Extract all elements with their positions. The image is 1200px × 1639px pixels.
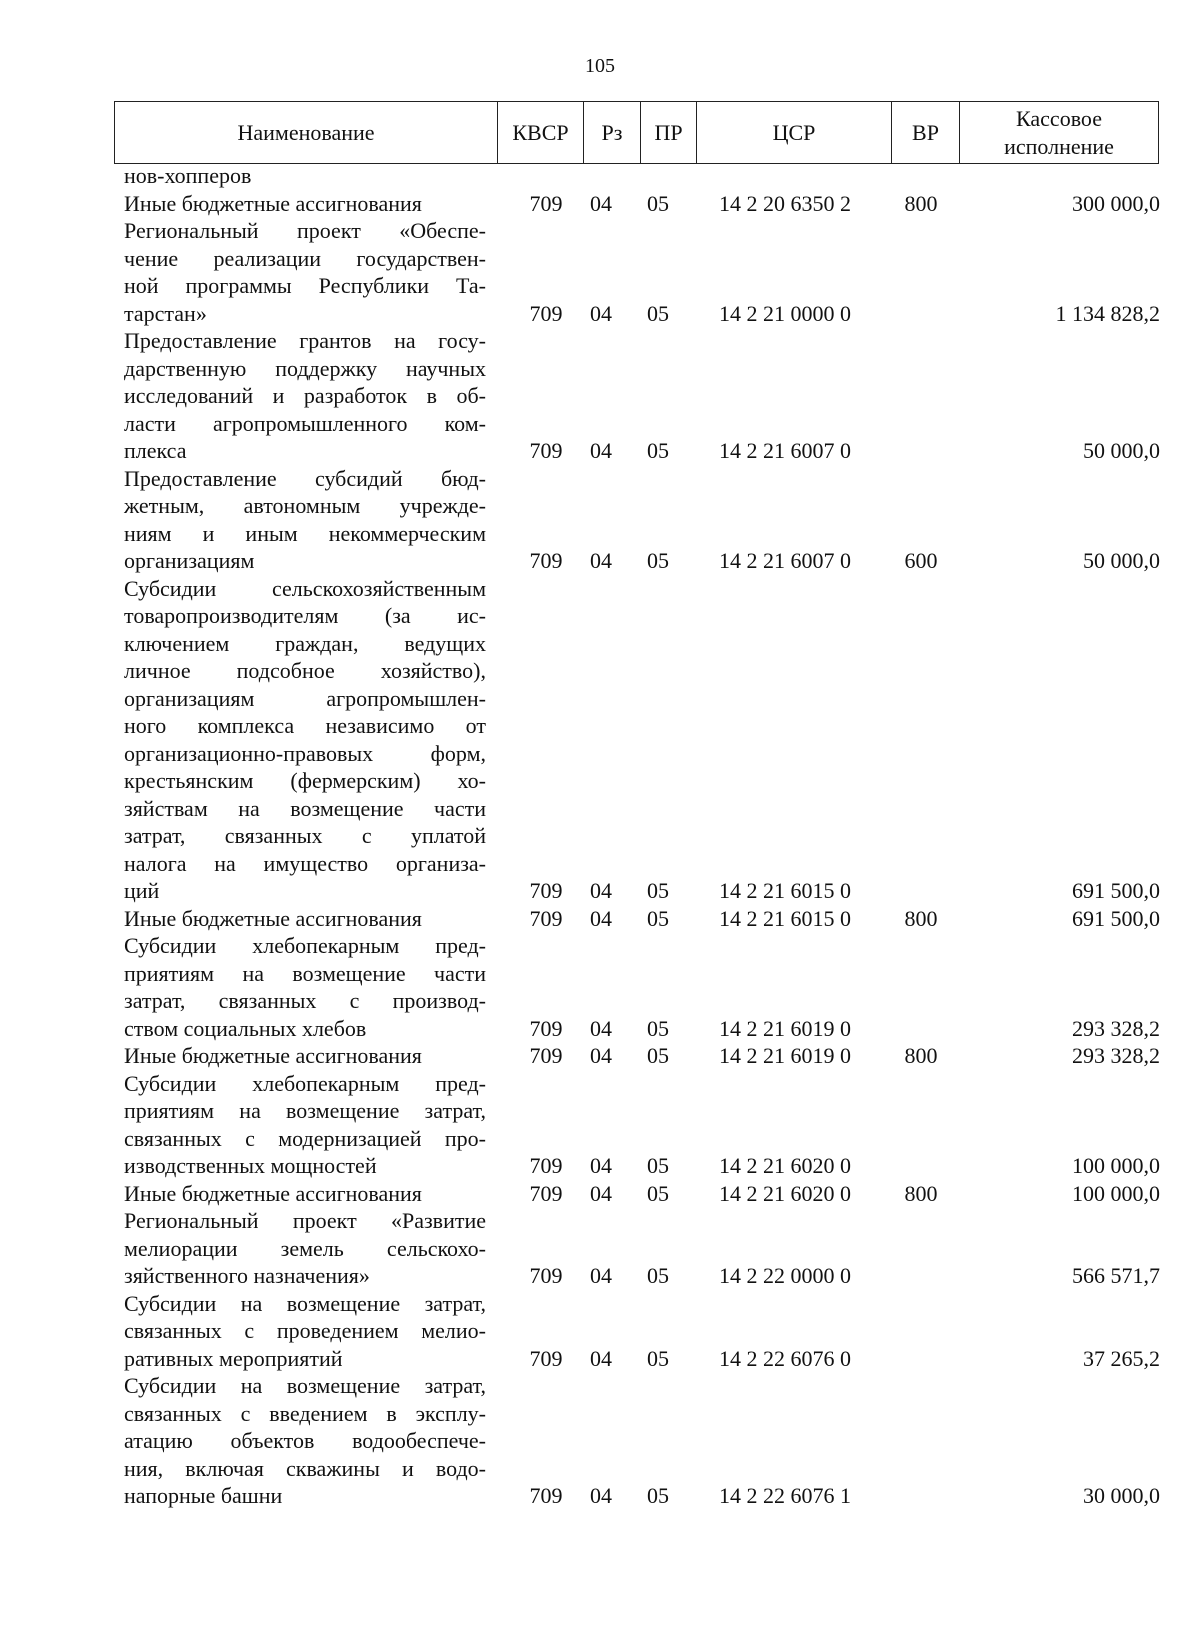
row-rz: 04: [590, 1015, 612, 1041]
row-codes: [124, 1015, 1160, 1043]
header-kvsr: КВСР: [498, 102, 584, 164]
row-rz: 04: [590, 1345, 612, 1371]
row-amount: 100 000,0: [1072, 1180, 1160, 1206]
row-rz: 04: [590, 905, 612, 931]
row-name-line: чение реализации государствен-: [124, 245, 486, 271]
row-csr: 14 2 22 6076 1: [719, 1483, 851, 1508]
row-amount: 566 571,7: [1072, 1263, 1160, 1288]
row-csr: 14 2 21 6019 0: [719, 1015, 851, 1041]
row-amount: 50 000,0: [1083, 438, 1160, 463]
row-pr: 05: [647, 1015, 669, 1041]
table-row: [124, 327, 1160, 465]
row-kvsr: 709: [529, 1263, 563, 1288]
row-name-line: ниям и иным некоммерческим: [124, 520, 486, 546]
row-rz: 04: [590, 300, 612, 326]
row-rz: 04: [590, 548, 612, 573]
row-csr: 14 2 22 6076 0: [719, 1345, 851, 1371]
row-name-line: связанных с проведением мелио-: [124, 1318, 486, 1343]
row-name-line: связанных с введением в эксплу-: [124, 1400, 486, 1426]
table-row: [124, 162, 1160, 190]
row-pr: 05: [647, 438, 669, 463]
row-csr: 14 2 21 6007 0: [719, 548, 851, 573]
table-row: [124, 217, 1160, 327]
row-codes: [124, 300, 1160, 328]
row-pr: 05: [647, 300, 669, 326]
row-name-line: налога на имущество организа-: [124, 850, 486, 876]
row-csr: 14 2 21 6007 0: [719, 438, 851, 463]
header-rz: Рз: [584, 102, 641, 164]
row-kvsr: 709: [529, 1345, 563, 1371]
row-pr: 05: [647, 1043, 669, 1068]
row-pr: 05: [647, 1483, 669, 1508]
row-csr: 14 2 21 6019 0: [719, 1043, 851, 1068]
row-pr: 05: [647, 1180, 669, 1206]
row-rz: 04: [590, 1180, 612, 1206]
table-row: [124, 1372, 1160, 1510]
row-name-line: ласти агропромышленного ком-: [124, 410, 486, 436]
row-name-line: плекса: [124, 438, 187, 463]
row-name-line: Иные бюджетные ассигнования: [124, 1180, 422, 1206]
table-row: [124, 1290, 1160, 1373]
row-codes: [124, 437, 1160, 465]
header-amount-line2: исполнение: [1004, 133, 1114, 159]
row-name-line: крестьянским (фермерским) хо-: [124, 768, 486, 793]
row-codes: [124, 190, 1160, 218]
row-name-line: Субсидии на возмещение затрат,: [124, 1373, 486, 1398]
row-codes: [124, 877, 1160, 905]
row-name-line: Региональный проект «Развитие: [124, 1208, 486, 1233]
header-pr: ПР: [641, 102, 697, 164]
row-name-line: зяйственного назначения»: [124, 1263, 370, 1288]
row-kvsr: 709: [529, 1153, 563, 1178]
row-rz: 04: [590, 1043, 612, 1068]
row-name-line: ративных мероприятий: [124, 1345, 343, 1371]
row-kvsr: 709: [529, 1483, 563, 1508]
row-csr: 14 2 20 6350 2: [719, 190, 851, 216]
row-csr: 14 2 22 0000 0: [719, 1263, 851, 1288]
row-kvsr: 709: [529, 905, 563, 931]
row-rz: 04: [590, 438, 612, 463]
row-vr: 800: [904, 1043, 938, 1068]
row-vr: 600: [904, 548, 938, 573]
table-row: [124, 1207, 1160, 1290]
row-amount: 37 265,2: [1083, 1345, 1160, 1371]
row-csr: 14 2 21 6015 0: [719, 878, 851, 903]
row-name-line: затрат, связанных с производ-: [124, 988, 486, 1013]
table-row: [124, 575, 1160, 905]
row-name-line: жетным, автономным учрежде-: [124, 493, 486, 518]
row-kvsr: 709: [529, 1015, 563, 1041]
row-name-line: ного комплекса независимо от: [124, 713, 486, 738]
row-pr: 05: [647, 1263, 669, 1288]
row-name-line: организациям: [124, 548, 255, 573]
row-name-line: мелиорации земель сельскохо-: [124, 1235, 486, 1261]
row-codes: [124, 547, 1160, 575]
page-number: 105: [585, 55, 615, 77]
row-csr: 14 2 21 6020 0: [719, 1180, 851, 1206]
row-name-line: ключением граждан, ведущих: [124, 630, 486, 656]
row-kvsr: 709: [529, 1180, 563, 1206]
row-codes: [124, 1482, 1160, 1510]
row-name-line: организациям агропромышлен-: [124, 685, 486, 711]
row-name-line: Предоставление субсидий бюд-: [124, 465, 486, 491]
table-header: [114, 101, 1159, 164]
table-row: [124, 932, 1160, 1042]
row-csr: 14 2 21 6020 0: [719, 1153, 851, 1178]
row-name-line: Субсидии хлебопекарным пред-: [124, 933, 486, 958]
row-csr: 14 2 21 0000 0: [719, 300, 851, 326]
row-kvsr: 709: [529, 1043, 563, 1068]
row-rz: 04: [590, 878, 612, 903]
row-name: [124, 575, 486, 905]
row-kvsr: 709: [529, 190, 563, 216]
row-name-line: приятиям на возмещение затрат,: [124, 1098, 486, 1123]
row-name-line: изводственных мощностей: [124, 1153, 377, 1178]
row-name-line: нов-хопперов: [124, 163, 252, 188]
row-name-line: приятиям на возмещение части: [124, 960, 486, 986]
row-codes: [124, 162, 1160, 190]
row-amount: 30 000,0: [1083, 1483, 1160, 1508]
row-name-line: Субсидии хлебопекарным пред-: [124, 1070, 486, 1096]
row-name-line: личное подсобное хозяйство),: [124, 658, 486, 683]
row-name-line: напорные башни: [124, 1483, 283, 1508]
row-pr: 05: [647, 1153, 669, 1178]
row-name-line: Иные бюджетные ассигнования: [124, 1043, 422, 1068]
header-amount: [960, 102, 1159, 164]
table-row: [124, 1070, 1160, 1180]
row-vr: 800: [904, 190, 938, 216]
row-name-line: дарственную поддержку научных: [124, 355, 486, 381]
row-amount: 100 000,0: [1072, 1153, 1160, 1178]
row-pr: 05: [647, 878, 669, 903]
budget-rows: [124, 162, 1160, 1510]
row-kvsr: 709: [529, 548, 563, 573]
row-codes: [124, 1345, 1160, 1373]
row-kvsr: 709: [529, 438, 563, 463]
row-name-line: связанных с модернизацией про-: [124, 1125, 486, 1151]
row-kvsr: 709: [529, 300, 563, 326]
row-rz: 04: [590, 190, 612, 216]
row-pr: 05: [647, 905, 669, 931]
row-name-line: товаропроизводителям (за ис-: [124, 603, 486, 628]
row-codes: [124, 905, 1160, 933]
row-name-line: тарстан»: [124, 300, 207, 326]
row-rz: 04: [590, 1263, 612, 1288]
row-name-line: ной программы Республики Та-: [124, 273, 486, 298]
row-amount: 300 000,0: [1072, 190, 1160, 216]
row-rz: 04: [590, 1153, 612, 1178]
table-row: [124, 905, 1160, 933]
row-codes: [124, 1180, 1160, 1208]
table-row: [124, 1180, 1160, 1208]
row-amount: 1 134 828,2: [1055, 300, 1160, 326]
row-pr: 05: [647, 548, 669, 573]
row-pr: 05: [647, 190, 669, 216]
row-name-line: ния, включая скважины и водо-: [124, 1455, 486, 1481]
row-name-line: зяйствам на возмещение части: [124, 795, 486, 821]
header-csr: ЦСР: [697, 102, 892, 164]
header-amount-line1: Кассовое: [1016, 105, 1102, 131]
row-name-line: ций: [124, 878, 160, 903]
row-name-line: исследований и разработок в об-: [124, 383, 486, 408]
table-row: [124, 465, 1160, 575]
row-pr: 05: [647, 1345, 669, 1371]
row-codes: [124, 1042, 1160, 1070]
row-vr: 800: [904, 905, 938, 931]
row-codes: [124, 1262, 1160, 1290]
row-name-line: Субсидии сельскохозяйственным: [124, 575, 486, 601]
row-amount: 293 328,2: [1072, 1015, 1160, 1041]
row-name-line: Субсидии на возмещение затрат,: [124, 1290, 486, 1316]
row-amount: 691 500,0: [1072, 905, 1160, 931]
row-kvsr: 709: [529, 878, 563, 903]
table-row: [124, 1042, 1160, 1070]
row-codes: [124, 1152, 1160, 1180]
row-name-line: Иные бюджетные ассигнования: [124, 905, 422, 931]
row-name-line: организационно-правовых форм,: [124, 740, 486, 766]
row-name-line: Предоставление грантов на госу-: [124, 328, 486, 353]
row-name-line: атацию объектов водообеспече-: [124, 1428, 486, 1453]
row-name-line: ством социальных хлебов: [124, 1015, 367, 1041]
header-name: Наименование: [115, 102, 498, 164]
row-rz: 04: [590, 1483, 612, 1508]
row-name-line: Иные бюджетные ассигнования: [124, 190, 422, 216]
row-amount: 293 328,2: [1072, 1043, 1160, 1068]
row-amount: 691 500,0: [1072, 878, 1160, 903]
row-name-line: Региональный проект «Обеспе-: [124, 218, 486, 243]
table-row: [124, 190, 1160, 218]
row-name-line: затрат, связанных с уплатой: [124, 823, 486, 848]
header-vr: ВР: [892, 102, 960, 164]
row-csr: 14 2 21 6015 0: [719, 905, 851, 931]
row-vr: 800: [904, 1180, 938, 1206]
row-amount: 50 000,0: [1083, 548, 1160, 573]
